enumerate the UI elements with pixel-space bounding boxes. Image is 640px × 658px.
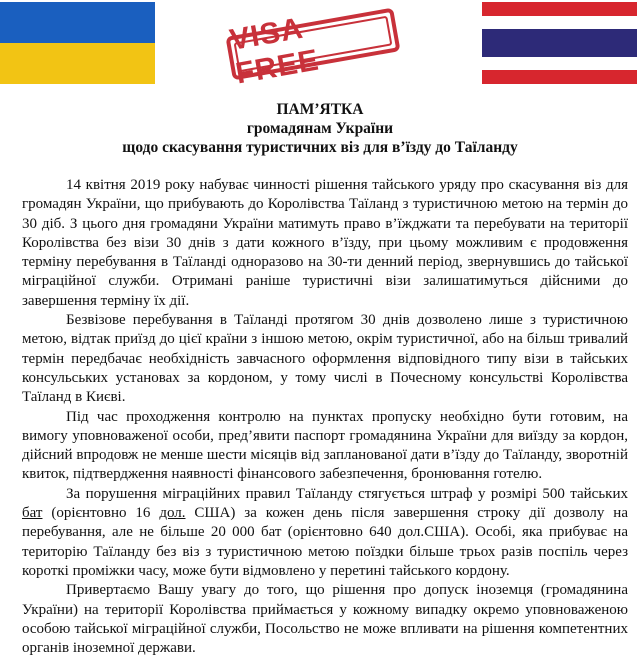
ukraine-flag-blue-stripe — [0, 2, 155, 43]
bat-word: бат — [22, 505, 43, 522]
thai-flag-red-stripe-top — [482, 2, 637, 16]
ukraine-flag-yellow-stripe — [0, 43, 155, 84]
document-subtitle: громадянам України — [246, 120, 394, 137]
ukraine-flag — [0, 2, 155, 84]
thai-flag-blue-stripe — [482, 29, 637, 56]
paragraph-admission-decision: Привертаємо Вашу увагу до того, що рішення про допуск іноземця (громадянина України) на території Королівства приймається у кожному випадку окремо уповноваженою особою тайської міграційної служби, Посольство не може впливати на рішення компетентних органів іноземної держави. — [22, 582, 628, 657]
fine-text-part2: (орієнтовно 16 — [42, 505, 160, 522]
thai-flag-white-stripe-top — [482, 16, 637, 30]
thai-flag-red-stripe-bottom — [482, 70, 637, 84]
paragraph-border-control: Під час проходження контролю на пунктах пропуску необхідно бути готовим, на вимогу уповноваженої особи, пред’явити паспорт громадянина України для виїзду за кордон, дійсний впродовж не менше шести місяців від запланованої дати в’їзду до Таїланду, зворотній квиток, підтвердження наявності фінансового забезпечення, бронювання готелю. — [22, 408, 628, 483]
document-title: ПАМ’ЯТКА — [276, 101, 364, 118]
document-body — [22, 176, 628, 658]
paragraph-visa-free-stay: Безвізове перебування в Таїланді протягом 30 днів дозволено лише з туристичною метою, відтак приїзд до цієї країни з іншою метою, окрім туристичної, або на більш тривалий термін передбачає необхідність завчасного оформлення відповідного типу візи в тайських консульських установах за кордоном, у тому числі в Почесному консульстві Королівства Таїланд в Києві. — [22, 312, 628, 406]
thailand-flag — [482, 2, 637, 84]
document-topic: щодо скасування туристичних віз для в’їзду до Таїланду — [122, 139, 518, 156]
thai-flag-white-stripe-bottom — [482, 57, 637, 71]
fine-text-part3: США) за кожен день після завершення строку дії дозволу на перебування, але не більше 20 000 бат (орієнтовно 640 дол.США). Особі, яка прибуває на територію Таїланду без віз з туристичною метою поїздки більше трьох разів поспіль через короткі проміжки часу, може бути відмовлено у перетині тайського кордону. — [22, 505, 628, 579]
stamp-text: VISA FREE — [227, 11, 322, 91]
fine-text-part1: За порушення міграційних правил Таїланду стягується штраф у розмірі 500 тайських — [66, 485, 628, 502]
dol-word: дол. — [159, 505, 186, 522]
paragraph-visa-cancellation: 14 квітня 2019 року набуває чинності рішення тайського уряду про скасування віз для громадян України, що прибувають до Королівства Таїланд з туристичною метою на термін до 30 діб. З цього дня громадяни України матимуть право в’їжджати та перебувати на території Королівства без візи 30 днів з дати кожного в’їзду, при цьому можливим є продовження терміну перебування в Таїланді одноразово на 30-ти денний період, звернувшись до тайської міграційної служби. Отримані раніше туристичні візи залишатимуться дійсними до завершення терміну їх дії. — [22, 177, 628, 309]
visa-free-stamp — [225, 8, 400, 91]
paragraph-fines — [22, 485, 628, 581]
